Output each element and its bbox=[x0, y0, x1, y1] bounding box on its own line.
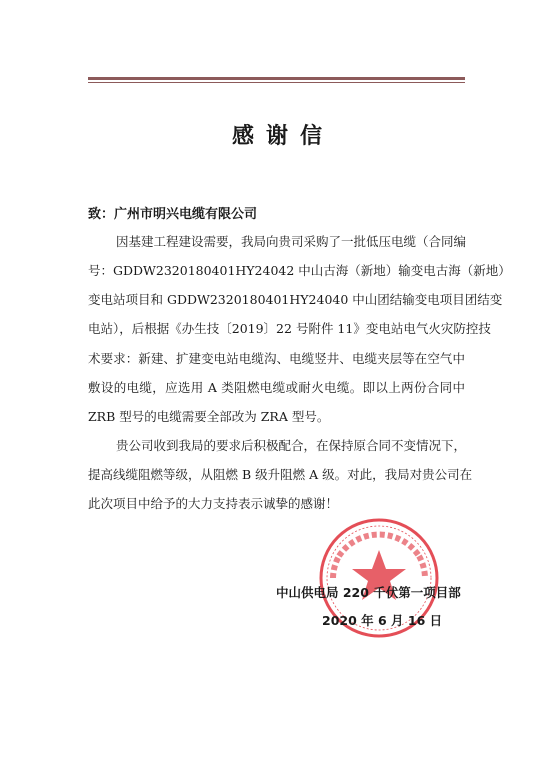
para2-line: 提高线缆阻燃等级，从阻燃 B 级升阻燃 A 级。对此，我局对贵公司在 bbox=[88, 467, 473, 482]
letter-date: 2020 年 6 月 16 日 bbox=[322, 613, 443, 628]
header-rule-thin bbox=[88, 82, 465, 83]
para2-line: 贵公司收到我局的要求后积极配合，在保持原合同不变情况下， bbox=[116, 438, 467, 453]
header-rule-thick bbox=[88, 77, 465, 80]
para1-line: 因基建工程建设需要，我局向贵司采购了一批低压电缆（合同编 bbox=[116, 234, 467, 249]
para1-line: 术要求：新建、扩建变电站电缆沟、电缆竖井、电缆夹层等在空气中 bbox=[88, 351, 465, 366]
para1-line: 敷设的电缆，应选用 A 类阻燃电缆或耐火电缆。即以上两份合同中 bbox=[88, 380, 465, 395]
para1-line: 电站），后根据《办生技〔2019〕22 号附件 11》变电站电气火灾防控技 bbox=[88, 321, 491, 336]
para1-line: 变电站项目和 GDDW2320180401HY24040 中山团结输变电项目团结变 bbox=[88, 292, 503, 307]
para1-line: 号：GDDW2320180401HY24042 中山古海（新地）输变电古海（新地） bbox=[88, 263, 511, 278]
para2-line: 此次项目中给予的大力支持表示诚挚的感谢！ bbox=[88, 496, 339, 511]
para1-line: ZRB 型号的电缆需要全部改为 ZRA 型号。 bbox=[88, 409, 330, 424]
letter-title: 感谢信 bbox=[231, 124, 334, 149]
salutation: 致：广州市明兴电缆有限公司 bbox=[88, 207, 258, 222]
signatory: 中山供电局 220 千伏第一项目部 bbox=[276, 585, 461, 600]
